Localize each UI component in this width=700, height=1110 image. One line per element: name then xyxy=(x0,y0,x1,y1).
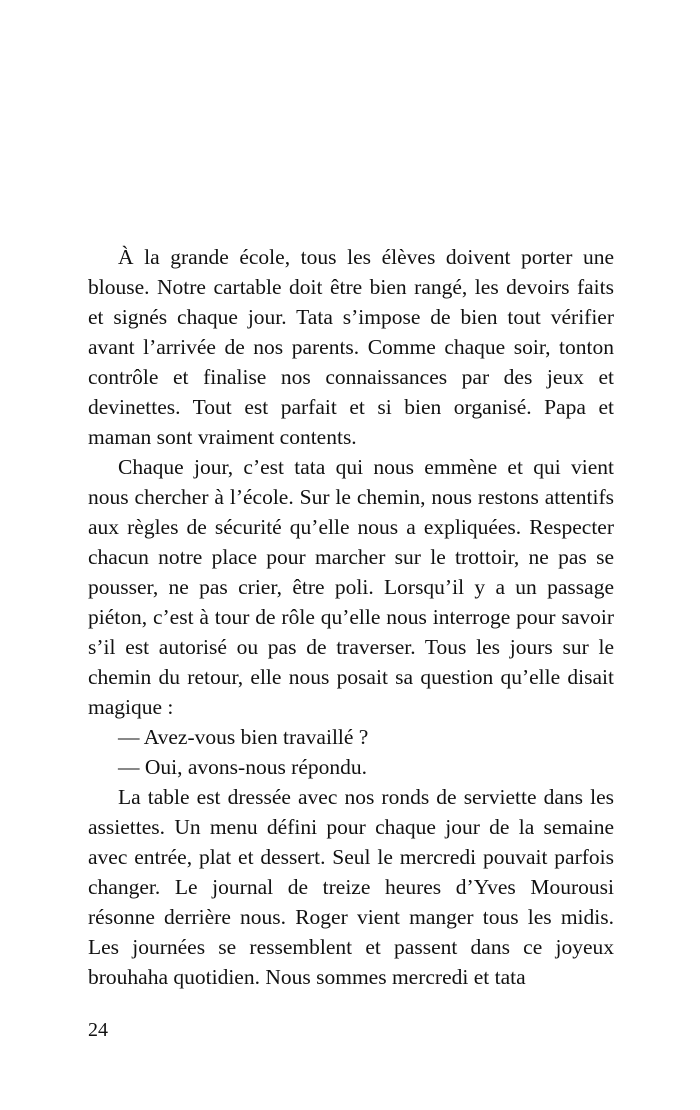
paragraph: Chaque jour, c’est tata qui nous emmène et qui vient nous chercher à l’école. Sur le chemin, nous restons attentifs aux règles de sécurité qu’elle nous a expliquées. Respecter chacun notre place pour marcher sur le trottoir, ne pas se pousser, ne pas crier, être poli. Lorsqu’il y a un passage piéton, c’est à tour de rôle qu’elle nous interroge pour savoir s’il est autorisé ou pas de traverser. Tous les jours sur le chemin du retour, elle nous posait sa question qu’elle disait magique : xyxy=(88,455,614,719)
dialogue-line: — Oui, avons-nous répondu. xyxy=(118,755,368,779)
paragraph: La table est dressée avec nos ronds de serviette dans les assiettes. Un menu défini pour chaque jour de la semaine avec entrée, plat et dessert. Seul le mercredi pouvait parfois changer. Le journal de treize heures d’Yves Mourousi résonne derrière nous. Roger vient manger tous les midis. Les journées se ressemblent et passent dans ce joyeux brouhaha quotidien. Nous sommes mercredi et tata xyxy=(88,785,614,989)
body-text xyxy=(88,242,614,992)
paragraph: À la grande école, tous les élèves doivent porter une blouse. Notre cartable doit être bien rangé, les devoirs faits et signés chaque jour. Tata s’impose de bien tout vérifier avant l’arrivée de nos parents. Comme chaque soir, tonton contrôle et finalise nos connaissances par des jeux et devinettes. Tout est parfait et si bien organisé. Papa et maman sont vraiment contents. xyxy=(88,245,614,449)
page-number: 24 xyxy=(88,1019,108,1041)
dialogue-line: — Avez-vous bien travaillé ? xyxy=(118,725,369,749)
